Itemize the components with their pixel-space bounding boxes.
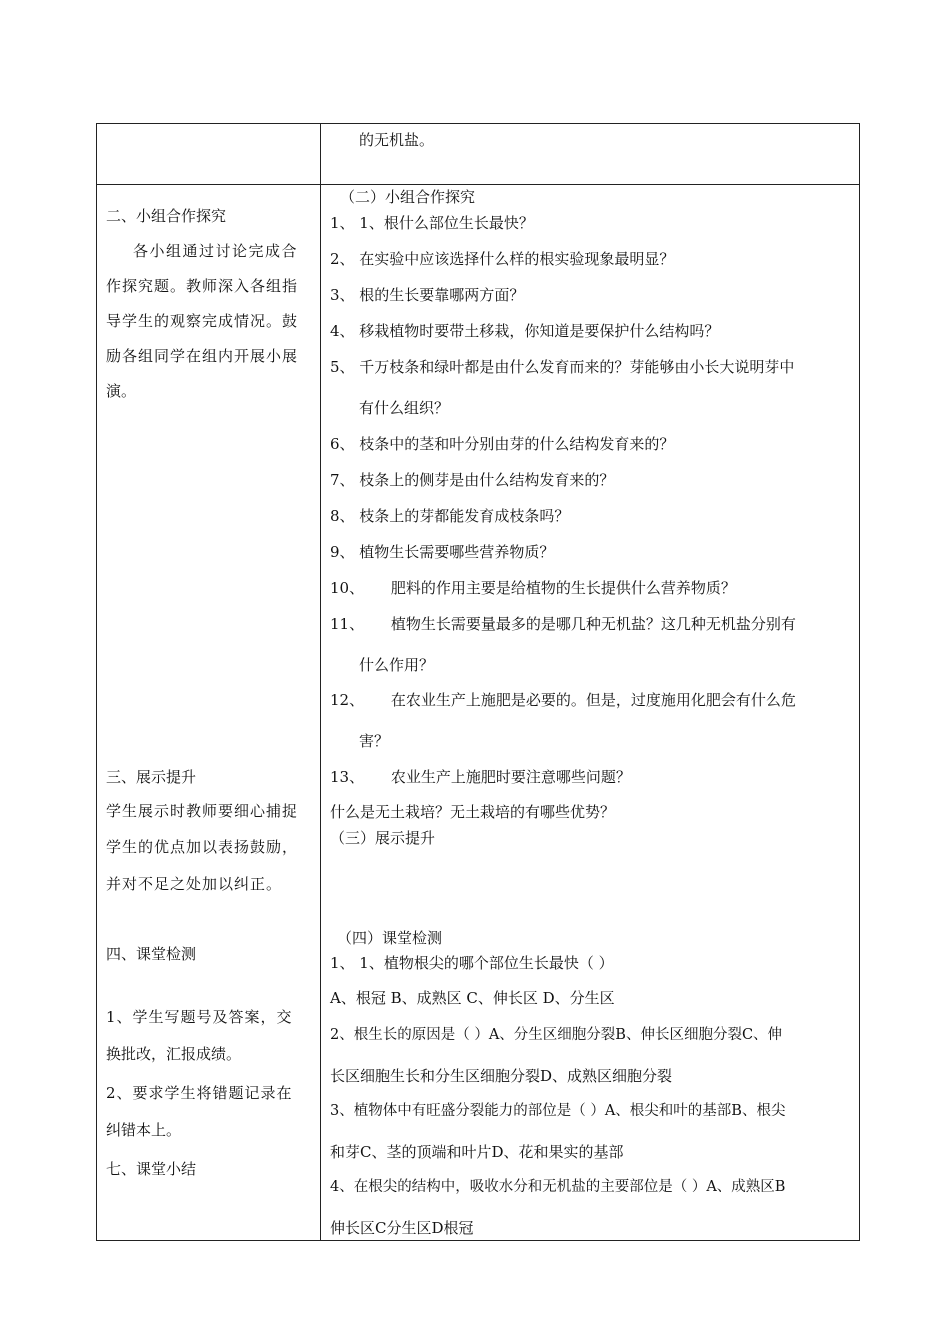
question-line: 4、 移栽植物时要带土移栽，你知道是要保护什么结构吗？	[330, 322, 720, 340]
section2-title: 二、小组合作探究	[106, 207, 227, 225]
section3-line: 学生展示时教师要细心捕捉	[106, 802, 299, 820]
row-divider	[97, 184, 859, 185]
check-line: 4、在根尖的结构中，吸收水分和无机盐的主要部位是（ ）A、成熟区B	[330, 1179, 786, 1195]
question-line: 7、 枝条上的侧芽是由什么结构发育来的？	[330, 471, 615, 489]
question-line: 什么是无土栽培？无土栽培的有哪些优势？	[330, 803, 616, 821]
question-line: 有什么组织？	[359, 399, 450, 417]
question-line: 13、 农业生产上施肥时要注意哪些问题？	[330, 768, 631, 786]
section2-line: 演。	[106, 382, 137, 400]
check-title: （四）课堂检测	[337, 929, 443, 947]
section2-line: 各小组通过讨论完成合	[133, 242, 299, 260]
question-line: 1、 1、根什么部位生长最快？	[330, 214, 534, 232]
check-line: 和芽C、茎的顶端和叶片D、花和果实的基部	[330, 1143, 624, 1161]
question-line: 11、 植物生长需要量最多的是哪几种无机盐？这几种无机盐分别有	[330, 615, 796, 633]
lesson-plan-table	[96, 123, 860, 1241]
check-line: 3、植物体中有旺盛分裂能力的部位是（ ）A、根尖和叶的基部B、根尖	[330, 1103, 786, 1119]
question-line: 什么作用？	[359, 656, 435, 674]
section2-line: 励各组同学在组内开展小展	[106, 347, 299, 365]
check-line: A、根冠 B、成熟区 C、伸长区 D、分生区	[330, 989, 615, 1007]
check-line: 长区细胞生长和分生区细胞分裂D、成熟区细胞分裂	[330, 1067, 673, 1085]
section2-line: 导学生的观察完成情况。鼓	[106, 312, 299, 330]
question-line: 6、 枝条中的茎和叶分别由芽的什么结构发育来的？	[330, 435, 675, 453]
section7-title: 七、课堂小结	[106, 1160, 197, 1178]
section4-line: 2、要求学生将错题记录在	[106, 1084, 293, 1102]
section3-line: 并对不足之处加以纠正。	[106, 875, 283, 893]
section3-title: 三、展示提升	[106, 768, 197, 786]
top-row-text: 的无机盐。	[359, 131, 435, 149]
section4-line: 换批改，汇报成绩。	[106, 1045, 242, 1063]
show-title: （三）展示提升	[330, 829, 436, 847]
check-line: 伸长区C分生区D根冠	[330, 1219, 474, 1237]
question-line: 5、 千万枝条和绿叶都是由什么发育而来的？芽能够由小长大说明芽中	[330, 358, 795, 376]
question-line: 9、 植物生长需要哪些营养物质？	[330, 543, 555, 561]
question-line: 害？	[359, 732, 390, 750]
question-line: 2、 在实验中应该选择什么样的根实验现象最明显？	[330, 250, 675, 268]
section3-line: 学生的优点加以表扬鼓励，	[106, 838, 299, 856]
question-line: 8、 枝条上的芽都能发育成枝条吗？	[330, 507, 570, 525]
column-divider	[320, 124, 321, 1240]
section4-title: 四、课堂检测	[106, 945, 197, 963]
section2-line: 作探究题。教师深入各组指	[106, 277, 299, 295]
section4-line: 纠错本上。	[106, 1121, 182, 1139]
check-line: 2、根生长的原因是（ ）A、分生区细胞分裂B、伸长区细胞分裂C、伸	[330, 1027, 783, 1043]
check-line: 1、 1、植物根尖的哪个部位生长最快（ ）	[330, 954, 614, 972]
question-line: 12、 在农业生产上施肥是必要的。但是，过度施用化肥会有什么危	[330, 691, 796, 709]
group-title: （二）小组合作探究	[340, 188, 476, 206]
question-line: 3、 根的生长要靠哪两方面？	[330, 286, 525, 304]
section4-line: 1、学生写题号及答案，交	[106, 1008, 293, 1026]
question-line: 10、 肥料的作用主要是给植物的生长提供什么营养物质？	[330, 579, 736, 597]
